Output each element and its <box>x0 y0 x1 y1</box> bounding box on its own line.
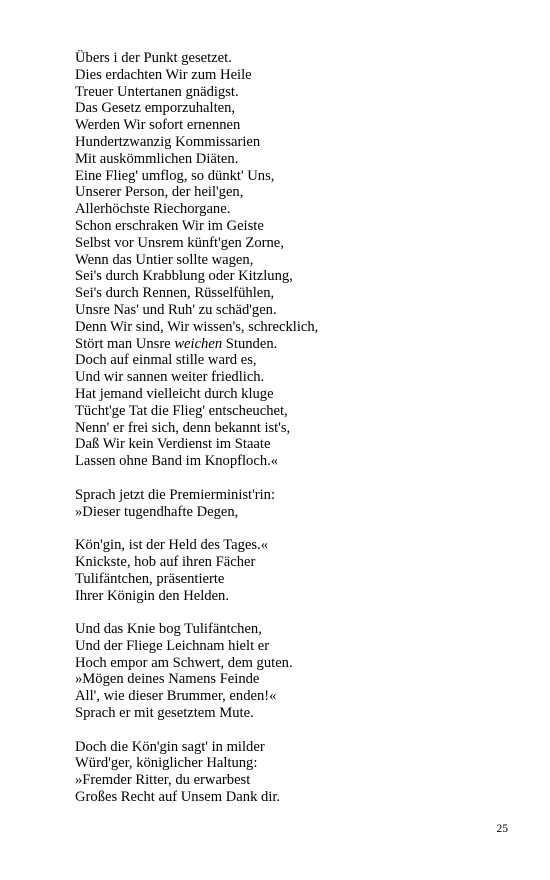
poem-line: Knickste, hob auf ihren Fächer <box>75 553 256 570</box>
poem-line: Doch die Kön'gin sagt' in milder <box>75 738 265 755</box>
poem-line: Hat jemand vielleicht durch kluge <box>75 385 274 402</box>
line-segment: Stört man Unsre <box>75 335 175 352</box>
poem-line: Sei's durch Krabblung oder Kitzlung, <box>75 268 293 285</box>
poem-line: Kön'gin, ist der Held des Tages.« <box>75 537 269 554</box>
stanza <box>75 50 515 470</box>
poem-line: Daß Wir kein Verdienst im Staate <box>75 436 271 453</box>
poem-line: Das Gesetz emporzuhalten, <box>75 100 236 117</box>
line-segment: Stunden. <box>222 335 278 352</box>
stanza <box>75 537 515 604</box>
poem-line: Nenn' er frei sich, denn bekannt ist's, <box>75 419 291 436</box>
poem-line <box>75 336 515 353</box>
poem-line: Hoch empor am Schwert, dem guten. <box>75 654 293 671</box>
poem-line: Doch auf einmal stille ward es, <box>75 352 257 369</box>
poem-line: Tücht'ge Tat die Flieg' entscheuchet, <box>75 402 288 419</box>
poem-line: Würd'ger, königlicher Haltung: <box>75 755 258 772</box>
poem-line: Ihrer Königin den Helden. <box>75 587 229 604</box>
poem-line: Tulifäntchen, präsentierte <box>75 570 225 587</box>
stanza <box>75 487 515 521</box>
poem-line: Treuer Untertanen gnädigst. <box>75 83 239 100</box>
poem-line: Übers i der Punkt gesetzet. <box>75 50 232 66</box>
poem-line: Werden Wir sofort ernennen <box>75 117 241 134</box>
poem-line: Unserer Person, der heil'gen, <box>75 184 244 201</box>
poem-line: Sei's durch Rennen, Rüsselfühlen, <box>75 285 275 302</box>
stanza <box>75 739 515 806</box>
emphasized-word: weichen <box>174 335 223 352</box>
poem-line: Selbst vor Unsrem künft'gen Zorne, <box>75 234 284 251</box>
poem-line: Und das Knie bog Tulifäntchen, <box>75 621 262 638</box>
poem-text <box>75 50 515 823</box>
poem-line: All', wie dieser Brummer, enden!« <box>75 688 277 705</box>
poem-line: Unsre Nas' und Ruh' zu schäd'gen. <box>75 301 277 318</box>
poem-line: Hundertzwanzig Kommissarien <box>75 133 261 150</box>
poem-line: »Dieser tugendhafte Degen, <box>75 503 239 520</box>
poem-line: Und wir sannen weiter friedlich. <box>75 369 265 386</box>
poem-line: Sprach er mit gesetztem Mute. <box>75 705 254 722</box>
stanza <box>75 621 515 722</box>
poem-line: Eine Flieg' umflog, so dünkt' Uns, <box>75 167 275 184</box>
page-number: 25 <box>496 823 508 835</box>
poem-line: Mit auskömmlichen Diäten. <box>75 150 239 167</box>
poem-line: Lassen ohne Band im Knopfloch.« <box>75 453 279 470</box>
poem-line: »Fremder Ritter, du erwarbest <box>75 772 251 789</box>
poem-line: Großes Recht auf Unsem Dank dir. <box>75 789 281 806</box>
poem-line: Und der Fliege Leichnam hielt er <box>75 637 270 654</box>
poem-line: Schon erschraken Wir im Geiste <box>75 217 264 234</box>
poem-line: Sprach jetzt die Premierminist'rin: <box>75 486 276 503</box>
poem-line: Dies erdachten Wir zum Heile <box>75 66 252 83</box>
poem-line: Denn Wir sind, Wir wissen's, schrecklich, <box>75 318 319 335</box>
poem-line: Wenn das Untier sollte wagen, <box>75 251 254 268</box>
poem-line: »Mögen deines Namens Feinde <box>75 671 260 688</box>
poem-line: Allerhöchste Riechorgane. <box>75 201 231 218</box>
